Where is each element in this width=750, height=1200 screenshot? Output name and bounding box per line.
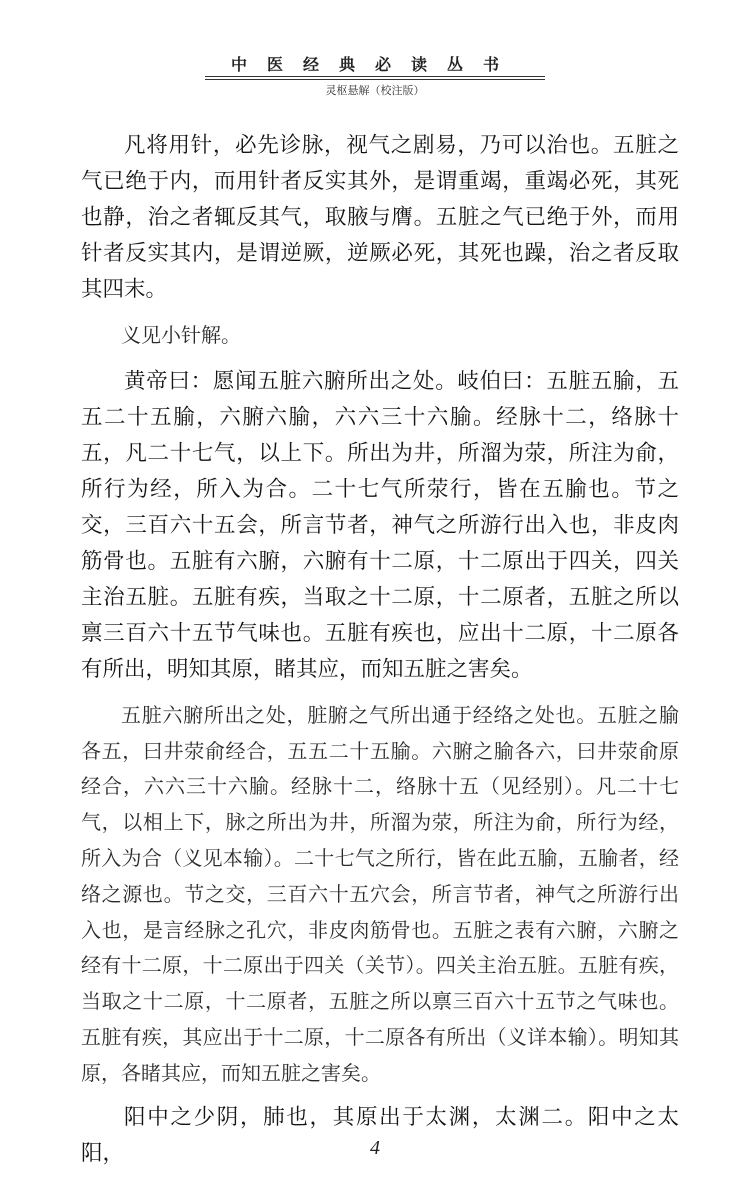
book-title: 灵枢悬解（校注版） (325, 84, 425, 97)
page-number: 4 (370, 1137, 380, 1159)
commentary-paragraph: 义见小针解。 (121, 323, 241, 347)
header-rule-top (205, 76, 545, 77)
classic-text-paragraph: 凡将用针，必先诊脉，视气之剧易，乃可以治也。五脏之气已绝于内，而用针者反实其外，是谓重竭，重竭必死，其死也静，治之者辄反其气，取腋与膺。五脏之气已绝于外，而用针者反实其内，是谓逆厥，逆厥必死，其死也躁，治之者反取其四末。 (81, 133, 679, 302)
classic-text-paragraph: 黄帝曰：愿闻五脏六腑所出之处。岐伯曰：五脏五腧，五五二十五腧，六腑六腧，六六三十六腧。经脉十二，络脉十五，凡二十七气，以上下。所出为井，所溜为荥，所注为俞，所行为经，所入为合。二十七气所荥行，皆在五腧也。节之交，三百六十五会，所言节者，神气之所游行出入也，非皮肉筋骨也。五脏有六腑，六腑有十二原，十二原出于四关，四关主治五脏。五脏有疾，当取之十二原，十二原者，五脏之所以禀三百六十五节气味也。五脏有疾也，应出十二原，十二原各有所出，明知其原，睹其应，而知五脏之害矣。 (81, 368, 679, 682)
series-title: 中医经典必读丛书 (230, 55, 519, 74)
page-body (81, 128, 679, 1182)
classic-text-paragraph: 阳中之少阴，肺也，其原出于太渊，太渊二。阳中之太阳， (81, 1104, 679, 1166)
header-rule-bottom (205, 79, 545, 80)
commentary-paragraph: 五脏六腑所出之处，脏腑之气所出通于经络之处也。五脏之腧各五，曰井荥俞经合，五五二十五腧。六腑之腧各六，曰井荥俞原经合，六六三十六腧。经脉十二，络脉十五（见经别）。凡二十七气，以相上下，脉之所出为井，所溜为荥，所注为俞，所行为经，所入为合（义见本输）。二十七气之所行，皆在此五腧，五腧者，经络之源也。节之交，三百六十五穴会，所言节者，神气之所游行出入也，是言经脉之孔穴，非皮肉筋骨也。五脏之表有六腑，六腑之经有十二原，十二原出于四关（关节）。四关主治五脏。五脏有疾，当取之十二原，十二原者，五脏之所以禀三百六十五节之气味也。五脏有疾，其应出于十二原，十二原各有所出（义详本输）。明知其原，各睹其应，而知五脏之害矣。 (81, 702, 679, 1085)
